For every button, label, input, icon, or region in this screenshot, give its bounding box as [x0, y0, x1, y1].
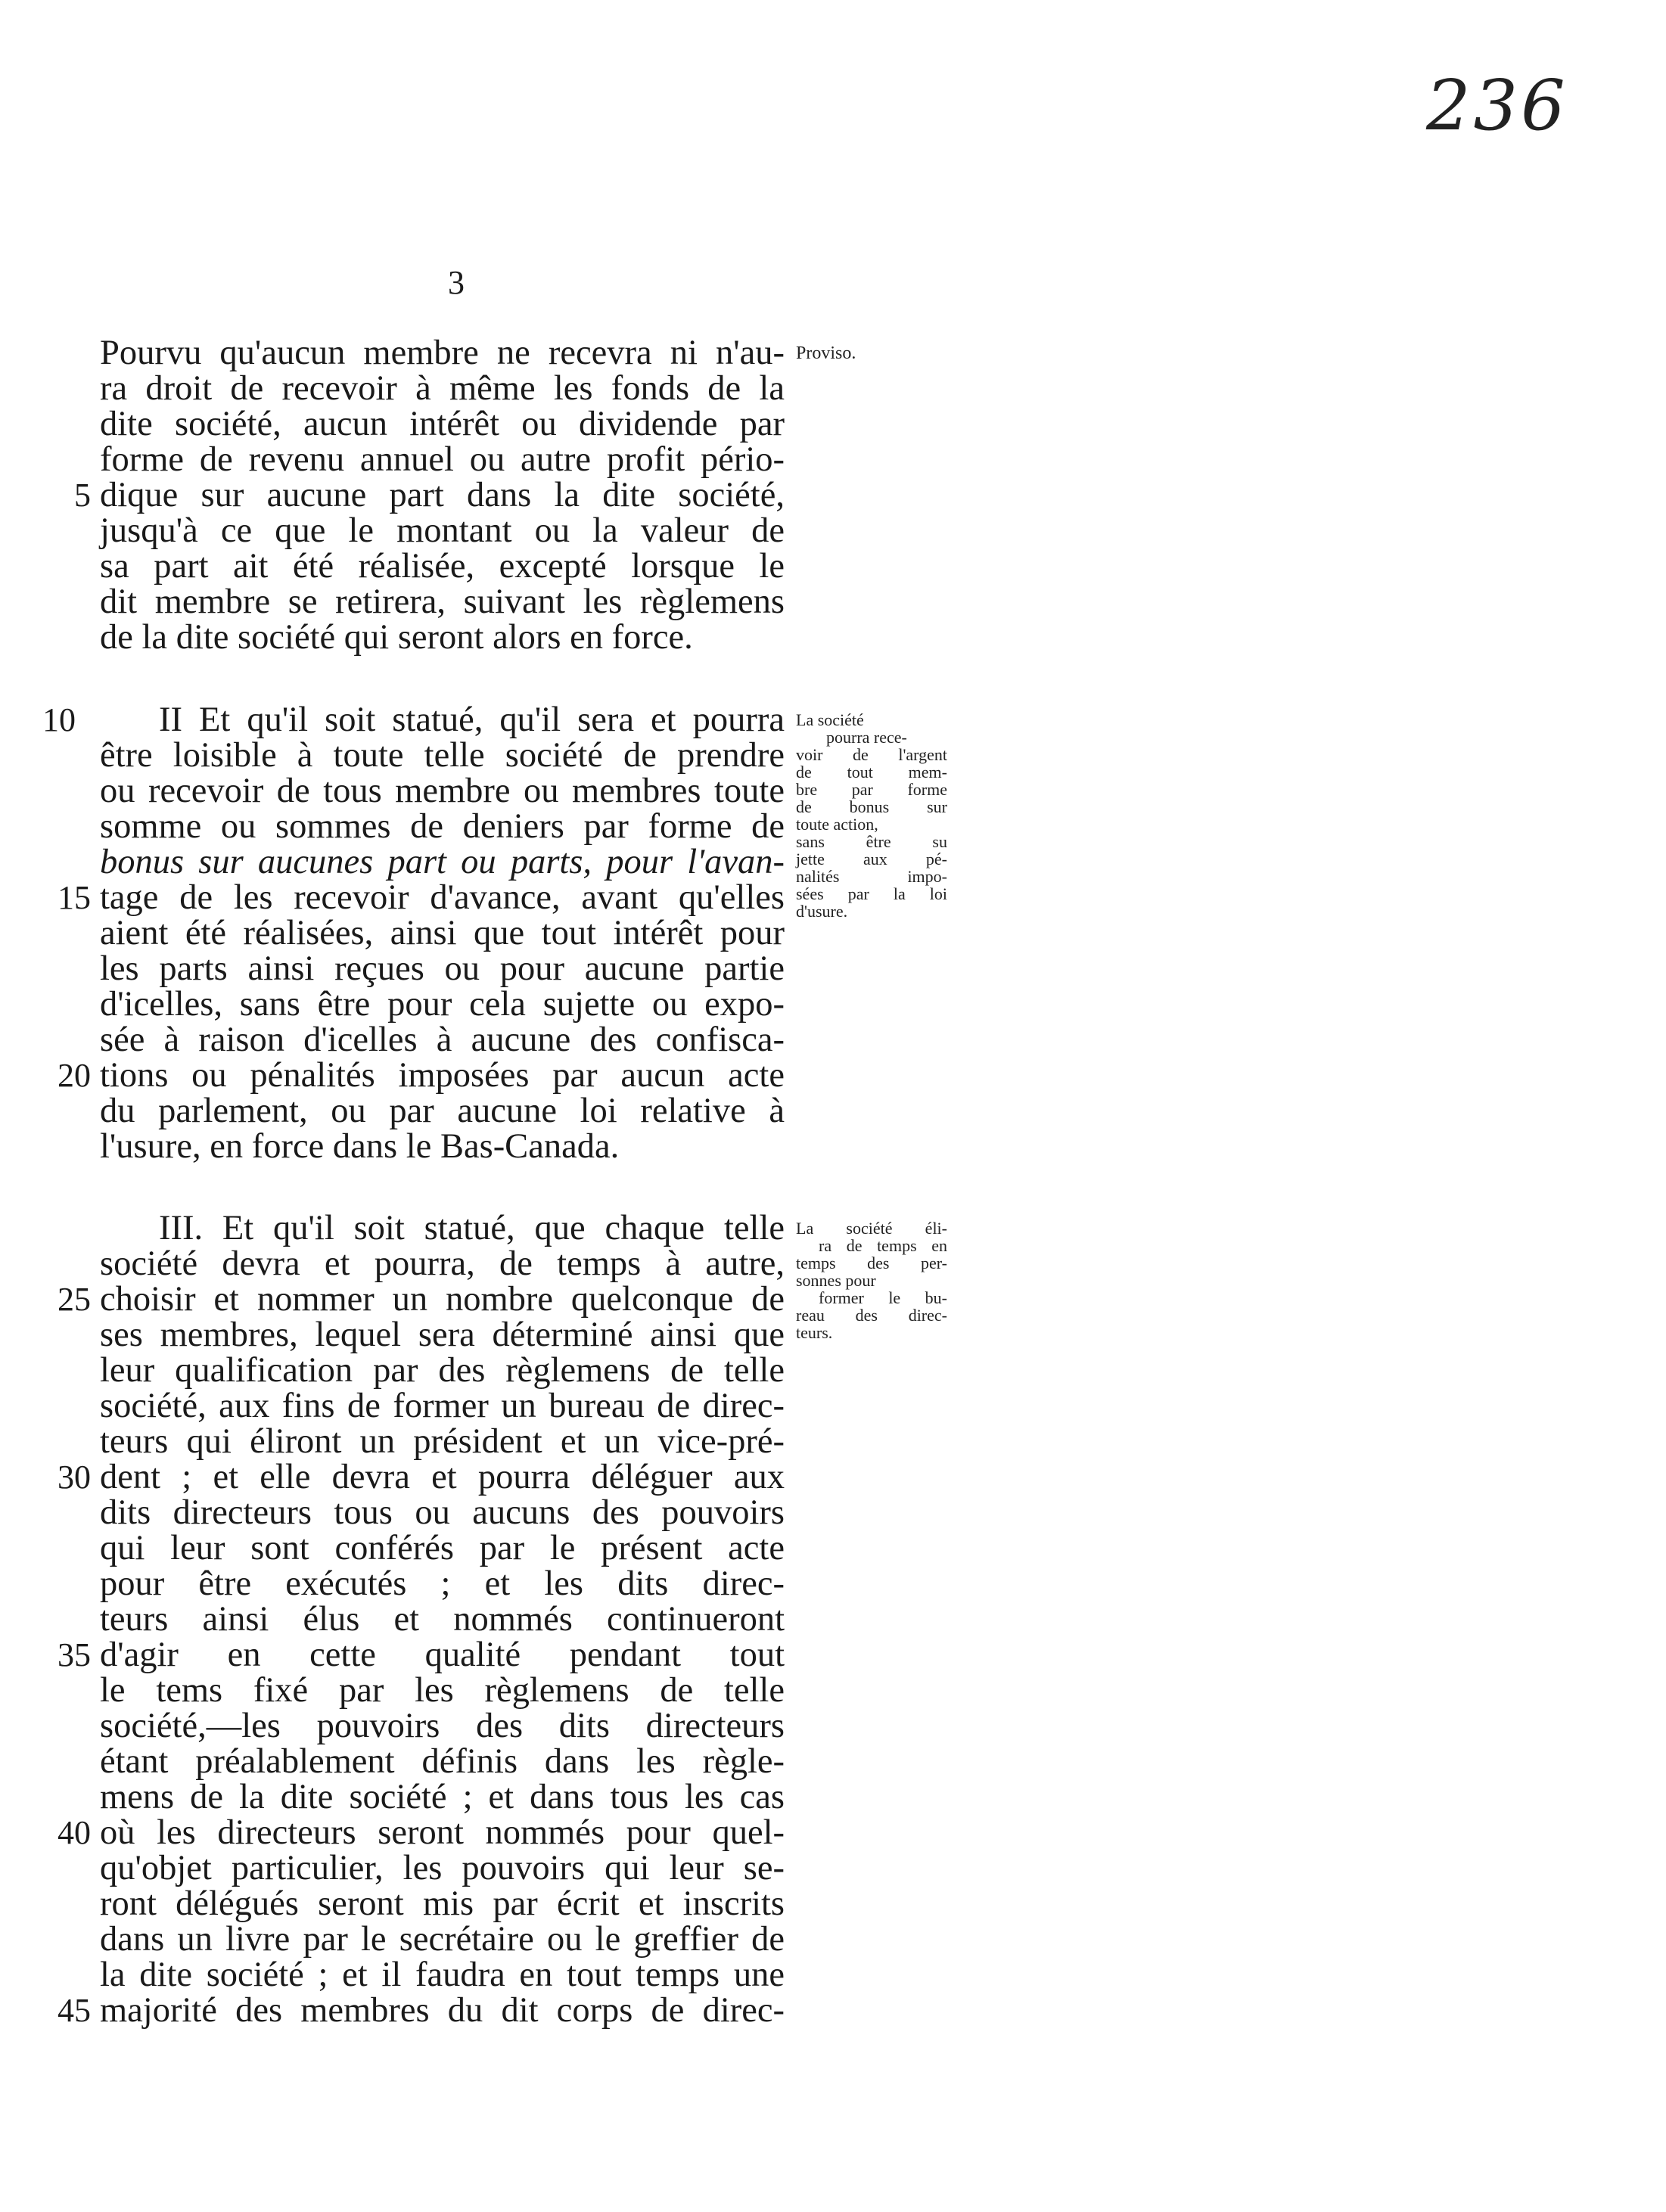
line-number: 40 — [58, 1814, 91, 1851]
text-line: où les directeurs seront nommés pour quel- — [100, 1813, 785, 1852]
line-number: 30 — [58, 1459, 91, 1496]
text-line: II Et qu'il soit statué, qu'il sera et pourra — [159, 701, 785, 739]
margin-note-bonus — [796, 711, 947, 920]
line-number: 35 — [58, 1636, 91, 1673]
margin-note-directors — [796, 1219, 947, 1341]
text-line: dite société, aucun intérêt ou dividende par — [100, 405, 785, 443]
text-line: tions ou pénalités imposées par aucun acte — [100, 1056, 785, 1095]
text-line: dique sur aucune part dans la dite société, — [100, 476, 785, 514]
text-line: somme ou sommes de deniers par forme de — [100, 807, 785, 846]
text-line: jusqu'à ce que le montant ou la valeur de — [100, 511, 785, 550]
text-line: dans un livre par le secrétaire ou le greffier de — [100, 1920, 785, 1959]
margin-note-line: voir de l'argent — [796, 745, 947, 764]
text-line: III. Et qu'il soit statué, que chaque telle — [159, 1209, 785, 1247]
margin-note-line: teurs. — [796, 1323, 833, 1342]
text-line: de la dite société qui seront alors en force. — [100, 618, 693, 657]
page-number: 3 — [448, 264, 465, 301]
margin-note-line: de bonus sur — [796, 797, 947, 816]
text-line: société,—les pouvoirs des dits directeurs — [100, 1707, 785, 1745]
margin-note-line: d'usure. — [796, 902, 848, 921]
text-line: dit membre se retirera, suivant les règlemens — [100, 583, 785, 621]
text-line: bonus sur aucunes part ou parts, pour l'avan- — [100, 843, 785, 881]
line-number: 10 — [42, 701, 76, 738]
margin-note-line: de tout mem- — [796, 763, 947, 781]
margin-note-line: sonnes pour — [796, 1271, 876, 1290]
text-line: ou recevoir de tous membre ou membres toute — [100, 772, 785, 810]
text-line: choisir et nommer un nombre quelconque de — [100, 1280, 785, 1319]
text-line: le tems fixé par les règlemens de telle — [100, 1671, 785, 1710]
text-line: du parlement, ou par aucune loi relative à — [100, 1092, 785, 1130]
text-line: sée à raison d'icelles à aucune des confisca- — [100, 1021, 785, 1059]
margin-note-line: Proviso. — [796, 343, 856, 363]
text-line: dits directeurs tous ou aucuns des pouvoirs — [100, 1493, 785, 1532]
line-number: 25 — [58, 1281, 91, 1318]
text-line: pour être exécutés ; et les dits direc- — [100, 1564, 785, 1603]
text-line: étant préalablement définis dans les règle- — [100, 1742, 785, 1781]
line-number: 5 — [74, 477, 91, 514]
margin-note-line: reau des direc- — [796, 1306, 947, 1325]
text-line: ses membres, lequel sera déterminé ainsi que — [100, 1316, 785, 1354]
margin-note-line: sans être su — [796, 832, 947, 851]
margin-note-line: sées par la loi — [796, 884, 947, 903]
text-line: leur qualification par des règlemens de telle — [100, 1351, 785, 1390]
text-line: être loisible à toute telle société de prendre — [100, 736, 785, 775]
line-number: 15 — [58, 879, 91, 916]
line-number: 20 — [58, 1057, 91, 1094]
text-line: société, aux fins de former un bureau de direc- — [100, 1387, 785, 1425]
text-line: l'usure, en force dans le Bas-Canada. — [100, 1127, 620, 1166]
text-line: majorité des membres du dit corps de direc- — [100, 1991, 785, 2030]
text-line: d'icelles, sans être pour cela sujette ou expo- — [100, 985, 785, 1024]
text-line: les parts ainsi reçues ou pour aucune partie — [100, 949, 785, 988]
text-line: société devra et pourra, de temps à autre, — [100, 1244, 785, 1283]
line-number: 45 — [58, 1992, 91, 2029]
margin-note-line: temps des per- — [796, 1254, 947, 1272]
text-line: la dite société ; et il faudra en tout temps une — [100, 1956, 785, 1994]
text-line: Pourvu qu'aucun membre ne recevra ni n'au- — [100, 334, 785, 372]
margin-note-line: former le bu- — [819, 1288, 947, 1307]
text-line: ra droit de recevoir à même les fonds de la — [100, 369, 785, 408]
text-line: sa part ait été réalisée, excepté lorsque le — [100, 547, 785, 586]
margin-note-line: toute action, — [796, 815, 878, 834]
margin-note-line: ra de temps en — [819, 1236, 947, 1255]
handwritten-folio-number: 236 — [1426, 65, 1568, 146]
text-line: qu'objet particulier, les pouvoirs qui leur se- — [100, 1849, 785, 1887]
margin-note-line: pourra rece- — [826, 728, 907, 747]
margin-note-proviso — [796, 345, 947, 362]
text-line: qui leur sont conférés par le présent acte — [100, 1529, 785, 1567]
margin-note-line: La société éli- — [796, 1219, 947, 1238]
text-line: teurs qui éliront un président et un vice-pré- — [100, 1422, 785, 1461]
text-line: forme de revenu annuel ou autre profit pério- — [100, 440, 785, 479]
margin-note-line: jette aux pé- — [796, 850, 947, 868]
margin-note-line: La société — [796, 710, 864, 729]
text-line: mens de la dite société ; et dans tous les cas — [100, 1778, 785, 1816]
text-line: tage de les recevoir d'avance, avant qu'elles — [100, 878, 785, 917]
text-line: d'agir en cette qualité pendant tout — [100, 1636, 785, 1674]
margin-note-line: nalités impo- — [796, 867, 947, 886]
text-line: teurs ainsi élus et nommés continueront — [100, 1600, 785, 1639]
text-line: aient été réalisées, ainsi que tout intérêt pour — [100, 914, 785, 952]
text-line: ront délégués seront mis par écrit et inscrits — [100, 1884, 785, 1923]
margin-note-line: bre par forme — [796, 780, 947, 799]
text-line: dent ; et elle devra et pourra déléguer aux — [100, 1458, 785, 1496]
